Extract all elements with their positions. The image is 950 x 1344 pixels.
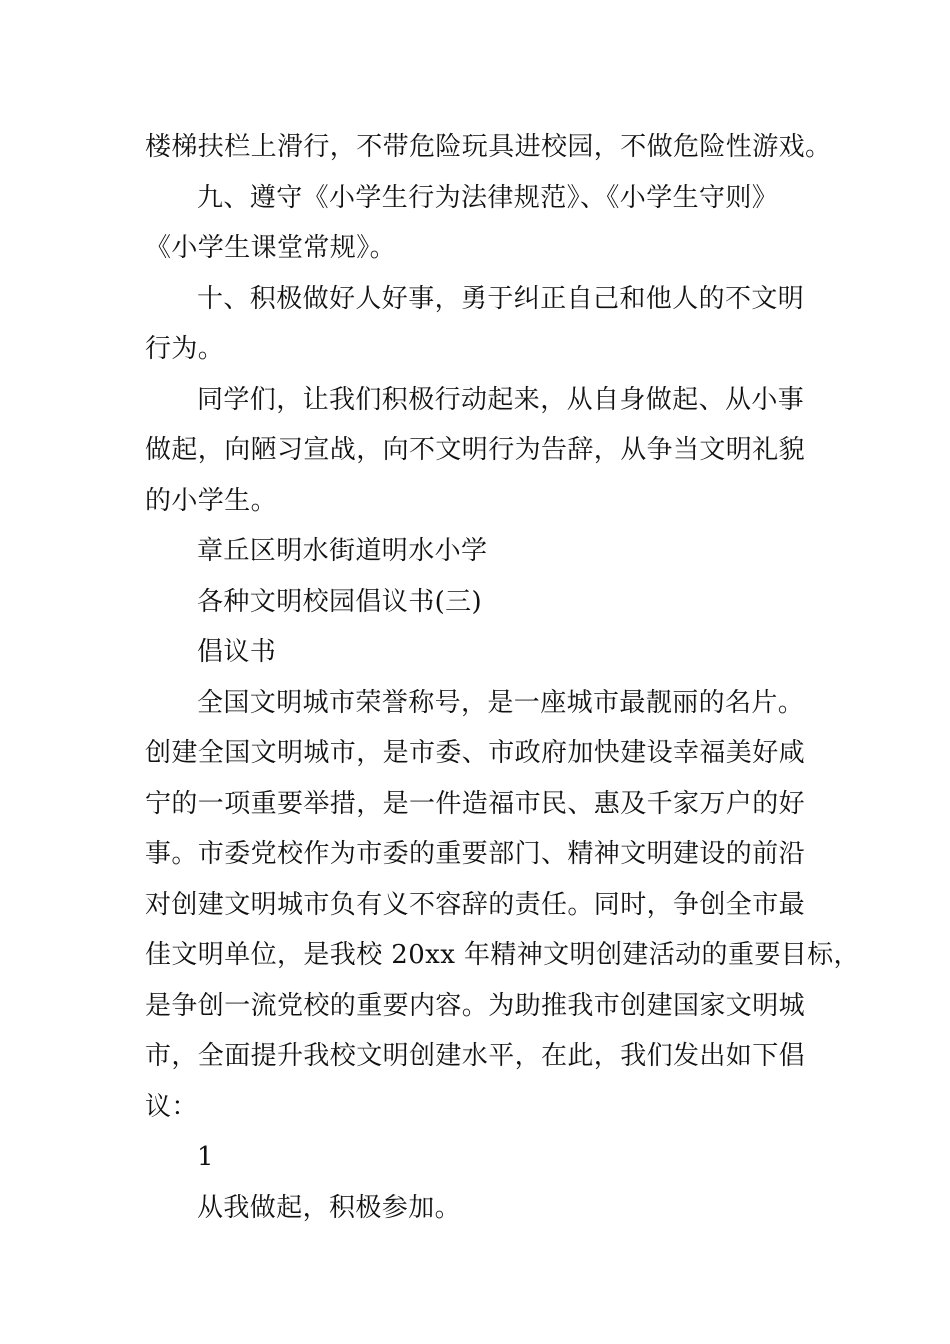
text-line: 创建全国文明城市，是市委、市政府加快建设幸福美好咸 (145, 738, 806, 768)
text-line: 佳文明单位，是我校 20xx 年精神文明创建活动的重要目标， (145, 940, 860, 970)
text-line: 市，全面提升我校文明创建水平，在此，我们发出如下倡 (145, 1041, 806, 1071)
signature-line (145, 526, 810, 577)
text-line: 1 (197, 1142, 214, 1172)
text-line: 章丘区明水街道明水小学 (197, 536, 488, 566)
text-line: 宁的一项重要举措，是一件造福市民、惠及千家万户的好 (145, 788, 806, 819)
list-number (145, 1132, 810, 1183)
paragraph (145, 173, 810, 274)
text-line: 全国文明城市荣誉称号，是一座城市最靓丽的名片。 (197, 687, 805, 718)
text-line: 《小学生课堂常规》。 (145, 233, 397, 263)
paragraph (145, 375, 810, 527)
paragraph (145, 274, 810, 375)
text-line: 是争创一流党校的重要内容。为助推我市创建国家文明城 (145, 990, 806, 1021)
section-title (145, 577, 810, 628)
text-line: 九、遵守《小学生行为法律规范》、《小学生守则》 (197, 182, 779, 213)
text-line: 各种文明校园倡议书(三) (197, 586, 483, 617)
text-line: 十、积极做好人好事，勇于纠正自己和他人的不文明 (197, 283, 805, 314)
document-body (145, 122, 860, 1233)
text-line: 行为。 (145, 334, 225, 364)
text-line: 事。市委党校作为市委的重要部门、精神文明建设的前沿 (145, 839, 806, 869)
text-line: 楼梯扶栏上滑行，不带危险玩具进校园，不做危险性游戏。 (145, 132, 832, 162)
text-line: 对创建文明城市负有义不容辞的责任。同时，争创全市最 (145, 889, 806, 920)
text-line: 同学们，让我们积极行动起来，从自身做起、从小事 (197, 384, 805, 415)
text-line: 做起，向陋习宣战，向不文明行为告辞，从争当文明礼貌 (145, 435, 806, 465)
document-heading (145, 627, 810, 678)
text-line: 议： (145, 1091, 198, 1122)
text-line: 从我做起，积极参加。 (197, 1192, 462, 1223)
paragraph (145, 122, 832, 173)
paragraph (145, 1183, 810, 1234)
paragraph (145, 678, 860, 1133)
text-line: 倡议书 (197, 637, 277, 667)
text-line: 的小学生。 (145, 485, 278, 516)
